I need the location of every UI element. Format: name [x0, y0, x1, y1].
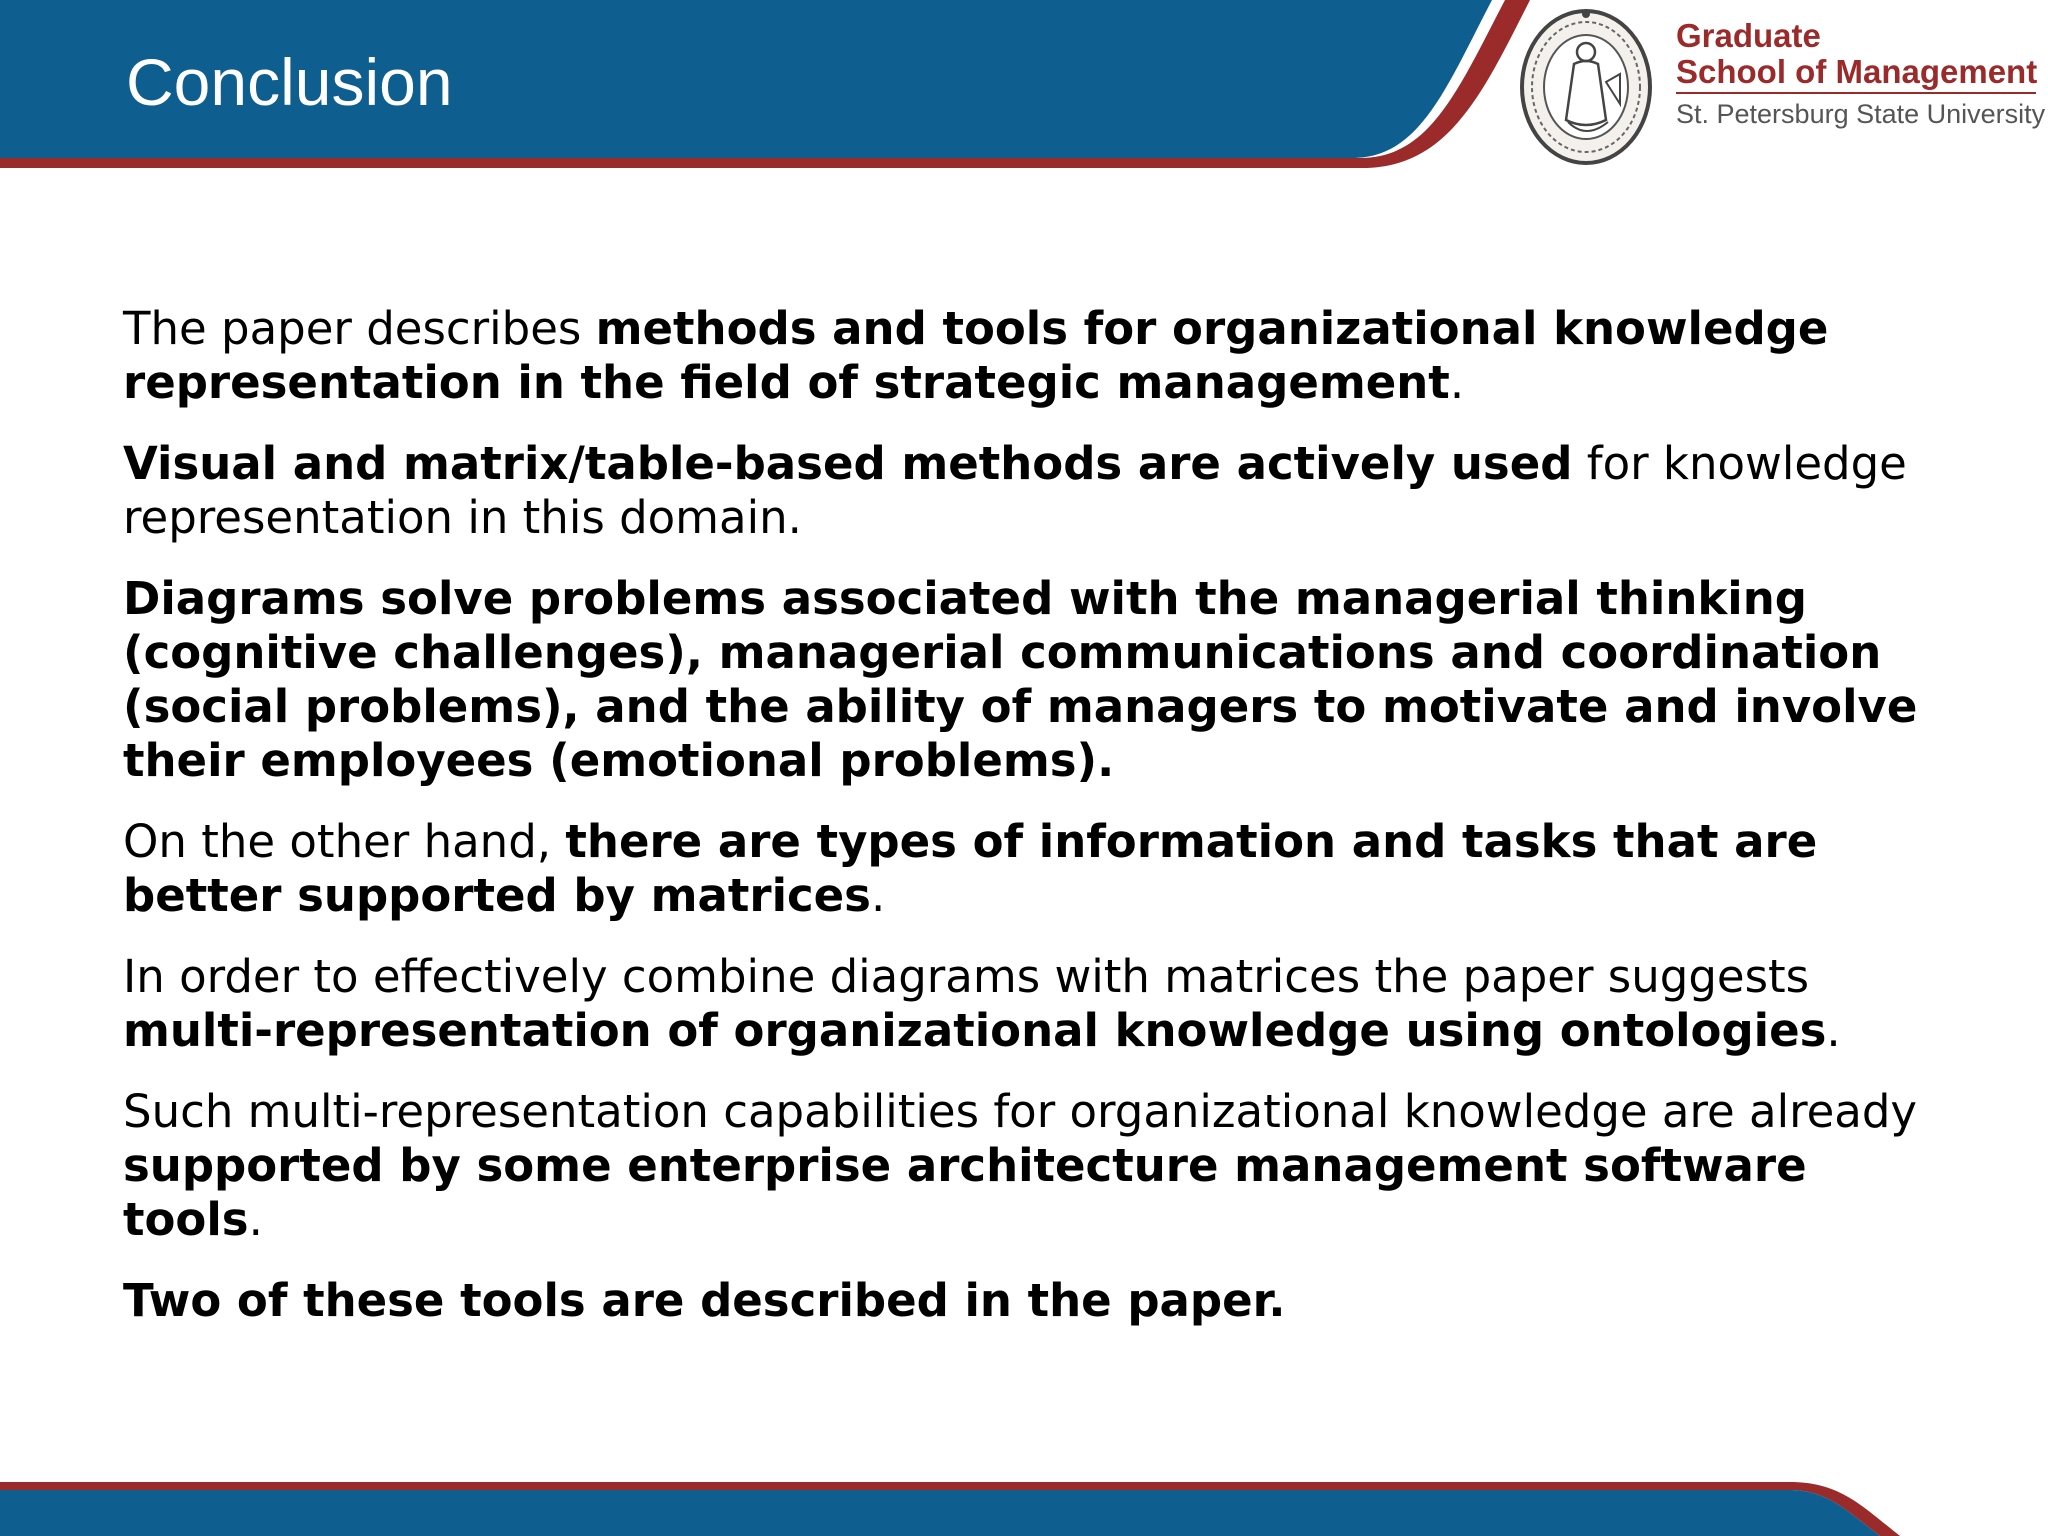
slide-title: Conclusion	[126, 45, 453, 119]
logo-graduate: Graduate	[1676, 17, 1821, 54]
emphasized-text: Two of these tools are described in the paper.	[123, 1274, 1286, 1327]
emphasized-text: methods and tools for organizational knowledge representation in the field of strategic management	[123, 302, 1829, 409]
body-text: Such multi-representation capabilities for organizational knowledge are already	[123, 1085, 1918, 1138]
paragraph-7	[123, 1274, 1923, 1328]
body-text: .	[1449, 356, 1465, 409]
university-logo	[1510, 0, 2048, 170]
logo-school-of-management: School of Management	[1676, 53, 2038, 90]
emphasized-text: there are types of information and tasks that are better supported by matrices	[123, 815, 1818, 922]
paragraph-3	[123, 572, 1923, 788]
logo-text	[1676, 18, 2045, 134]
body-text: .	[870, 869, 886, 922]
paragraph-1	[123, 302, 1923, 410]
slide-body	[123, 302, 1923, 1355]
emphasized-text: multi-representation of organizational knowledge using ontologies	[123, 1004, 1827, 1057]
body-text: On the other hand,	[123, 815, 566, 868]
paragraph-4	[123, 815, 1923, 923]
emphasized-text: Visual and matrix/table-based methods are actively used	[123, 437, 1573, 490]
footer-blue-fill	[0, 1490, 1880, 1536]
logo-university: St. Petersburg State University	[1676, 99, 2046, 129]
paragraph-6	[123, 1085, 1923, 1247]
paragraph-5	[123, 950, 1923, 1058]
emphasized-text: Diagrams solve problems associated with the managerial thinking (cognitive challenges), managerial communications and coordination (social problems), and the ability of managers to motivate and involve their employees (emotional problems).	[123, 572, 1918, 787]
body-text: for knowledge representation in this domain.	[123, 437, 1907, 544]
emphasized-text: supported by some enterprise architecture management software tools	[123, 1139, 1807, 1246]
body-text: .	[248, 1193, 263, 1246]
footer-band	[0, 1466, 2048, 1536]
body-text: .	[1826, 1004, 1841, 1057]
body-text: The paper describes	[123, 302, 596, 355]
paragraph-2	[123, 437, 1923, 545]
body-text: In order to effectively combine diagrams with matrices the paper suggests	[123, 950, 1810, 1003]
university-seal-icon	[1516, 2, 1656, 168]
